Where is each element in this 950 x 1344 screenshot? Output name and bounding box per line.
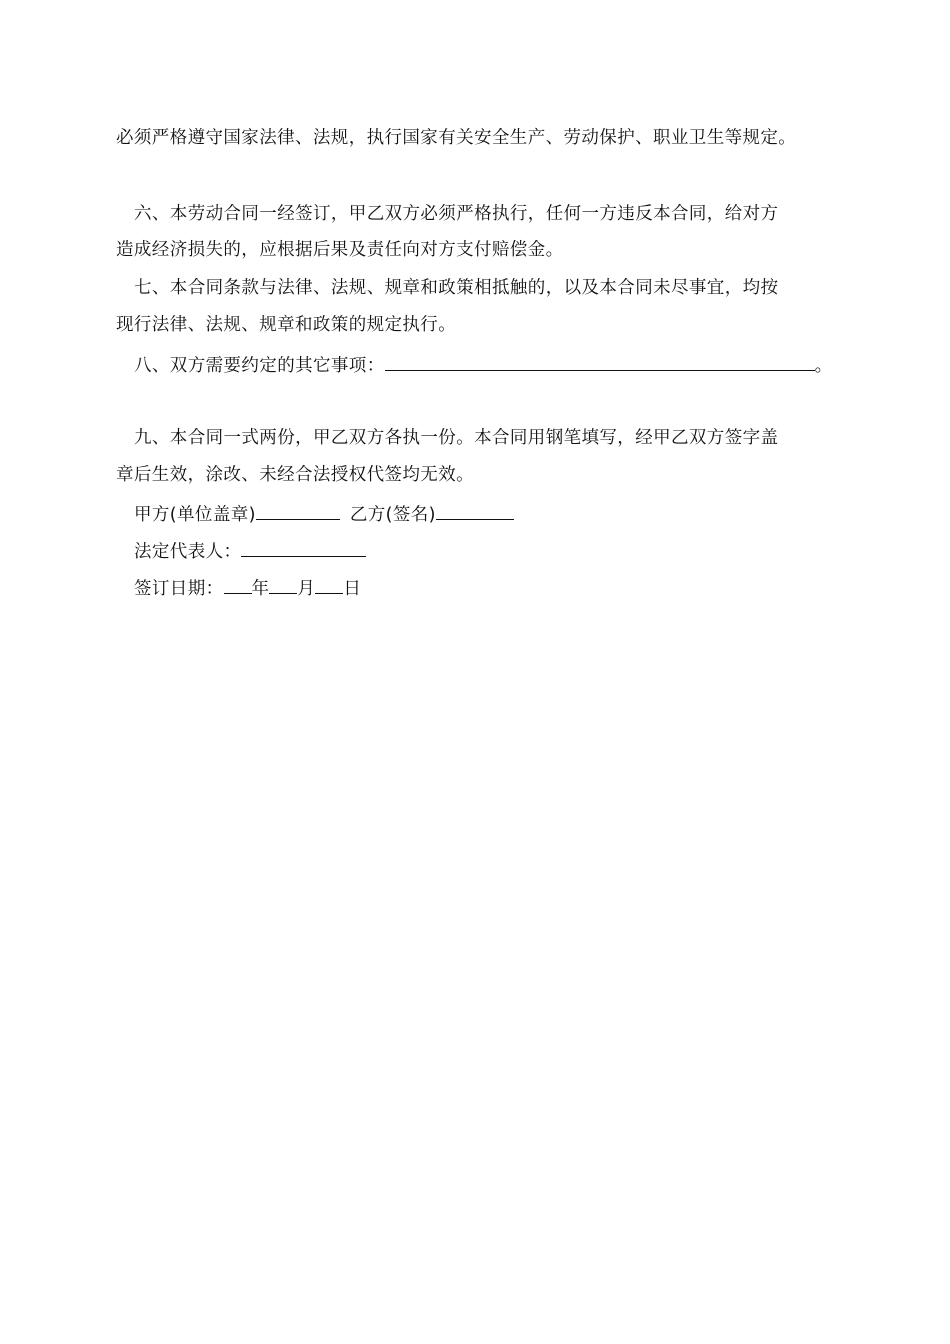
signing-date-label: 签订日期： — [134, 579, 224, 599]
other-matters-blank[interactable] — [385, 351, 815, 371]
clause-7-line-2: 现行法律、法规、规章和政策的规定执行。 — [116, 315, 457, 335]
day-label: 日 — [343, 579, 362, 599]
party-a-label: 甲方(单位盖章) — [134, 505, 256, 525]
legal-representative-line — [134, 537, 864, 564]
legal-representative-blank[interactable] — [241, 537, 366, 557]
signing-date-line — [134, 574, 864, 601]
party-b-label: 乙方(签名) — [349, 505, 436, 525]
contract-text-line: 必须严格遵守国家法律、法规，执行国家有关安全生产、劳动保护、职业卫生等规定。 — [116, 128, 797, 148]
clause-8-end-punctuation: 。 — [814, 356, 833, 376]
clause-8-line — [134, 351, 864, 378]
party-b-signature-blank[interactable] — [436, 500, 514, 520]
clause-7-line-1: 七、本合同条款与法律、法规、规章和政策相抵触的，以及本合同未尽事宜，均按 — [134, 278, 779, 298]
year-blank[interactable] — [224, 574, 252, 594]
signature-parties-line — [134, 500, 864, 527]
legal-representative-label: 法定代表人： — [134, 542, 242, 562]
year-label: 年 — [251, 579, 270, 599]
clause-9-line-1: 九、本合同一式两份，甲乙双方各执一份。本合同用钢笔填写，经甲乙双方签字盖 — [134, 428, 779, 448]
clause-6-line-2: 造成经济损失的，应根据后果及责任向对方支付赔偿金。 — [116, 240, 564, 260]
month-label: 月 — [297, 579, 316, 599]
clause-6-line-1: 六、本劳动合同一经签订，甲乙双方必须严格执行，任何一方违反本合同，给对方 — [134, 204, 779, 224]
party-a-signature-blank[interactable] — [256, 500, 340, 520]
month-blank[interactable] — [269, 574, 297, 594]
day-blank[interactable] — [315, 574, 343, 594]
clause-9-line-2: 章后生效，涂改、未经合法授权代签均无效。 — [116, 465, 474, 485]
clause-8-label: 八、双方需要约定的其它事项： — [134, 356, 385, 376]
